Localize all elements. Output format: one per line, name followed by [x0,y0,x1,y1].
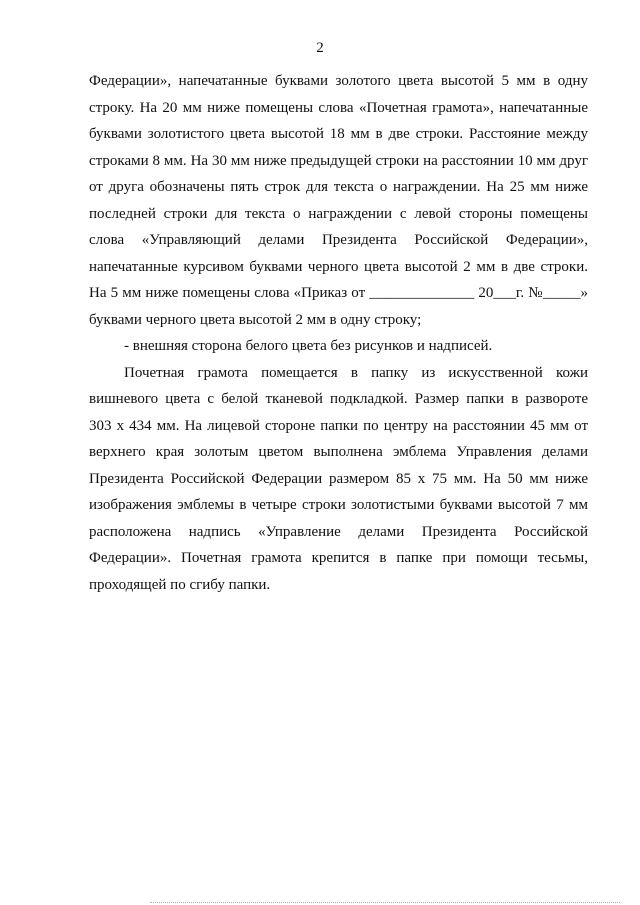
text-line: напечатанные курсивом буквами черного цвета высотой 2 мм в две строки. [89,258,588,275]
page-number: 2 [316,40,324,56]
text-line: изображения эмблемы в четыре строки золотистыми буквами высотой 7 мм [89,497,588,513]
text-line: строку. На 20 мм ниже помещены слова «Почетная грамота», напечатанные [89,99,588,116]
text-line: строками 8 мм. На 30 мм ниже предыдущей строки на расстоянии 10 мм друг [89,152,588,169]
text-line: вишневого цвета с белой тканевой подкладкой. Размер папки в развороте [89,391,588,407]
text-line: проходящей по сгибу папки. [89,576,271,593]
document-body [89,68,588,598]
text-line: слова «Управляющий делами Президента Российской Федерации», [89,232,588,248]
text-line: буквами черного цвета высотой 2 мм в одну строку; [89,311,422,328]
text-line: последней строки для текста о награждении с левой стороны помещены [89,205,588,222]
text-line: Федерации». Почетная грамота крепится в папке при помощи тесьмы, [89,550,588,566]
text-line: На 5 мм ниже помещены слова «Приказ от ______________ 20___г. №_____» [89,285,588,301]
text-line: от друга обозначены пять строк для текста о награждении. На 25 мм ниже [89,179,588,195]
text-line: расположена надпись «Управление делами Президента Российской [89,523,588,540]
text-line: Почетная грамота помещается в папку из искусственной кожи [124,364,588,381]
text-line: буквами золотистого цвета высотой 18 мм в две строки. Расстояние между [89,126,588,142]
text-line: Президента Российской Федерации размером 85 x 75 мм. На 50 мм ниже [89,470,588,487]
text-line: верхнего края золотым цветом выполнена эмблема Управления делами [89,444,588,460]
text-line: 303 x 434 мм. На лицевой стороне папки по центру на расстоянии 45 мм от [89,417,588,434]
scan-edge-artifact [150,901,620,903]
text-line: - внешняя сторона белого цвета без рисунков и надписей. [124,338,493,354]
text-line: Федерации», напечатанные буквами золотого цвета высотой 5 мм в одну [89,73,588,89]
